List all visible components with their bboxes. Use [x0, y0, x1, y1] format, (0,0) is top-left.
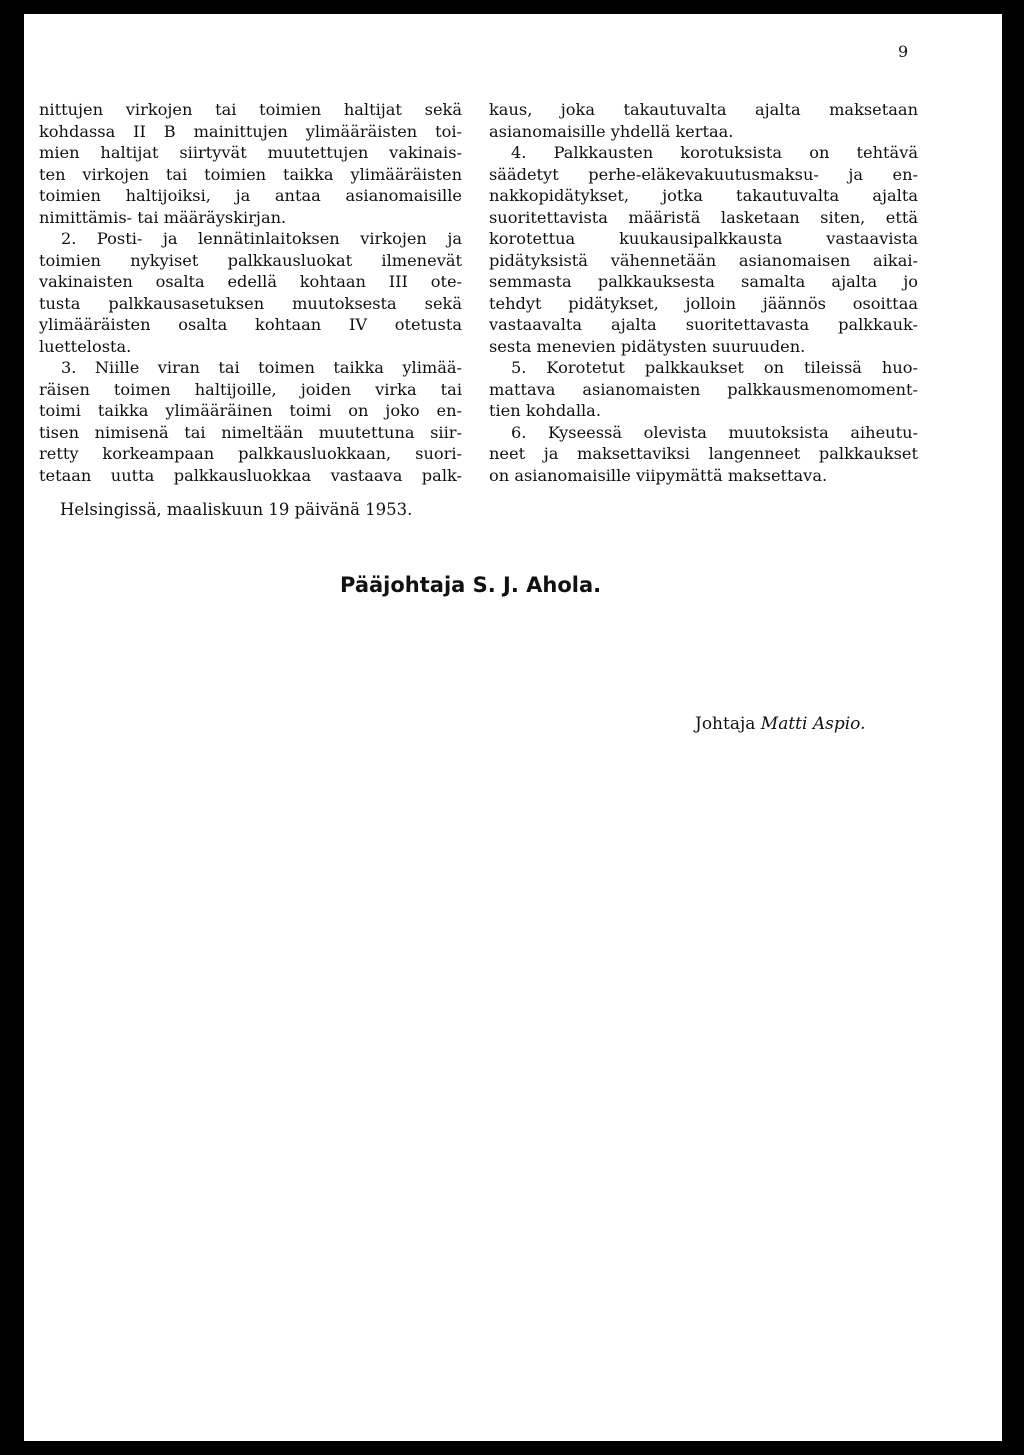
text-line: nimittämis- tai määräyskirjan. [39, 207, 287, 227]
place-date-line: Helsingissä, maaliskuun 19 päivänä 1953. [60, 500, 413, 519]
text-line: kohdassa II B mainittujen ylimääräisten toi- [39, 121, 462, 141]
text-line: toimien nykyiset palkkausluokat ilmenevät [39, 250, 462, 270]
text-line: 3. Niille viran tai toimen taikka ylimää- [61, 358, 462, 377]
text-line: tehdyt pidätykset, jolloin jäännös osoittaa [489, 293, 918, 313]
text-line: neet ja maksettaviksi langenneet palkkaukset [489, 444, 918, 463]
text-line: sesta menevien pidätysten suuruuden. [489, 336, 806, 356]
text-line: tisen nimisenä tai nimeltään muutettuna siir- [39, 422, 462, 442]
text-line: korotettua kuukausipalkkausta vastaavista [489, 229, 918, 248]
text-line: 4. Palkkausten korotuksista on tehtävä [511, 143, 918, 162]
scan-edge-strip [22, 14, 26, 1441]
text-line: pidätyksistä vähennetään asianomaisen aikai- [489, 250, 918, 270]
text-line: ten virkojen tai toimien taikka ylimääräisten [39, 164, 462, 184]
text-line: säädetyt perhe-eläkevakuutusmaksu- ja en- [489, 164, 918, 184]
text-line: semmasta palkkauksesta samalta ajalta jo [489, 272, 918, 291]
text-line: tusta palkkausasetuksen muutoksesta sekä [39, 293, 462, 313]
text-line: 5. Korotetut palkkaukset on tileissä huo- [511, 358, 918, 377]
text-line: toimien haltijoiksi, ja antaa asianomaisille [39, 186, 462, 205]
text-line: nakkopidätykset, jotka takautuvalta ajalta [489, 186, 918, 205]
director-signature [695, 714, 866, 734]
left-column [39, 99, 462, 486]
director-general-signature: Pääjohtaja S. J. Ahola. [340, 573, 602, 597]
right-column [489, 99, 918, 486]
text-line: räisen toimen haltijoille, joiden virka tai [39, 379, 462, 399]
text-line: toimi taikka ylimääräinen toimi on joko en- [39, 401, 462, 420]
text-line: mattava asianomaisten palkkausmenomoment- [489, 379, 918, 399]
text-line: vakinaisten osalta edellä kohtaan III ote- [39, 272, 462, 291]
text-line: luettelosta. [39, 336, 132, 356]
director-title: Johtaja [695, 714, 756, 734]
text-line: vastaavalta ajalta suoritettavasta palkkauk- [489, 315, 918, 334]
text-line: kaus, joka takautuvalta ajalta maksetaan [489, 100, 918, 119]
text-line: mien haltijat siirtyvät muutettujen vakinais- [39, 143, 462, 162]
text-line: 6. Kyseessä olevista muutoksista aiheutu- [511, 422, 918, 442]
text-line: tetaan uutta palkkausluokkaa vastaava palk- [39, 465, 462, 485]
page-number: 9 [898, 42, 909, 61]
text-line: retty korkeampaan palkkausluokkaan, suori- [39, 444, 462, 463]
director-name: Matti Aspio. [760, 714, 866, 734]
text-line: asianomaisille yhdellä kertaa. [489, 121, 734, 141]
text-line: 2. Posti- ja lennätinlaitoksen virkojen ja [61, 229, 462, 248]
text-line: ylimääräisten osalta kohtaan IV otetusta [39, 315, 462, 334]
text-line: nittujen virkojen tai toimien haltijat sekä [39, 100, 462, 119]
text-line: suoritettavista määristä lasketaan siten, että [489, 207, 918, 227]
text-line: tien kohdalla. [489, 401, 601, 420]
text-line: on asianomaisille viipymättä maksettava. [489, 465, 828, 485]
